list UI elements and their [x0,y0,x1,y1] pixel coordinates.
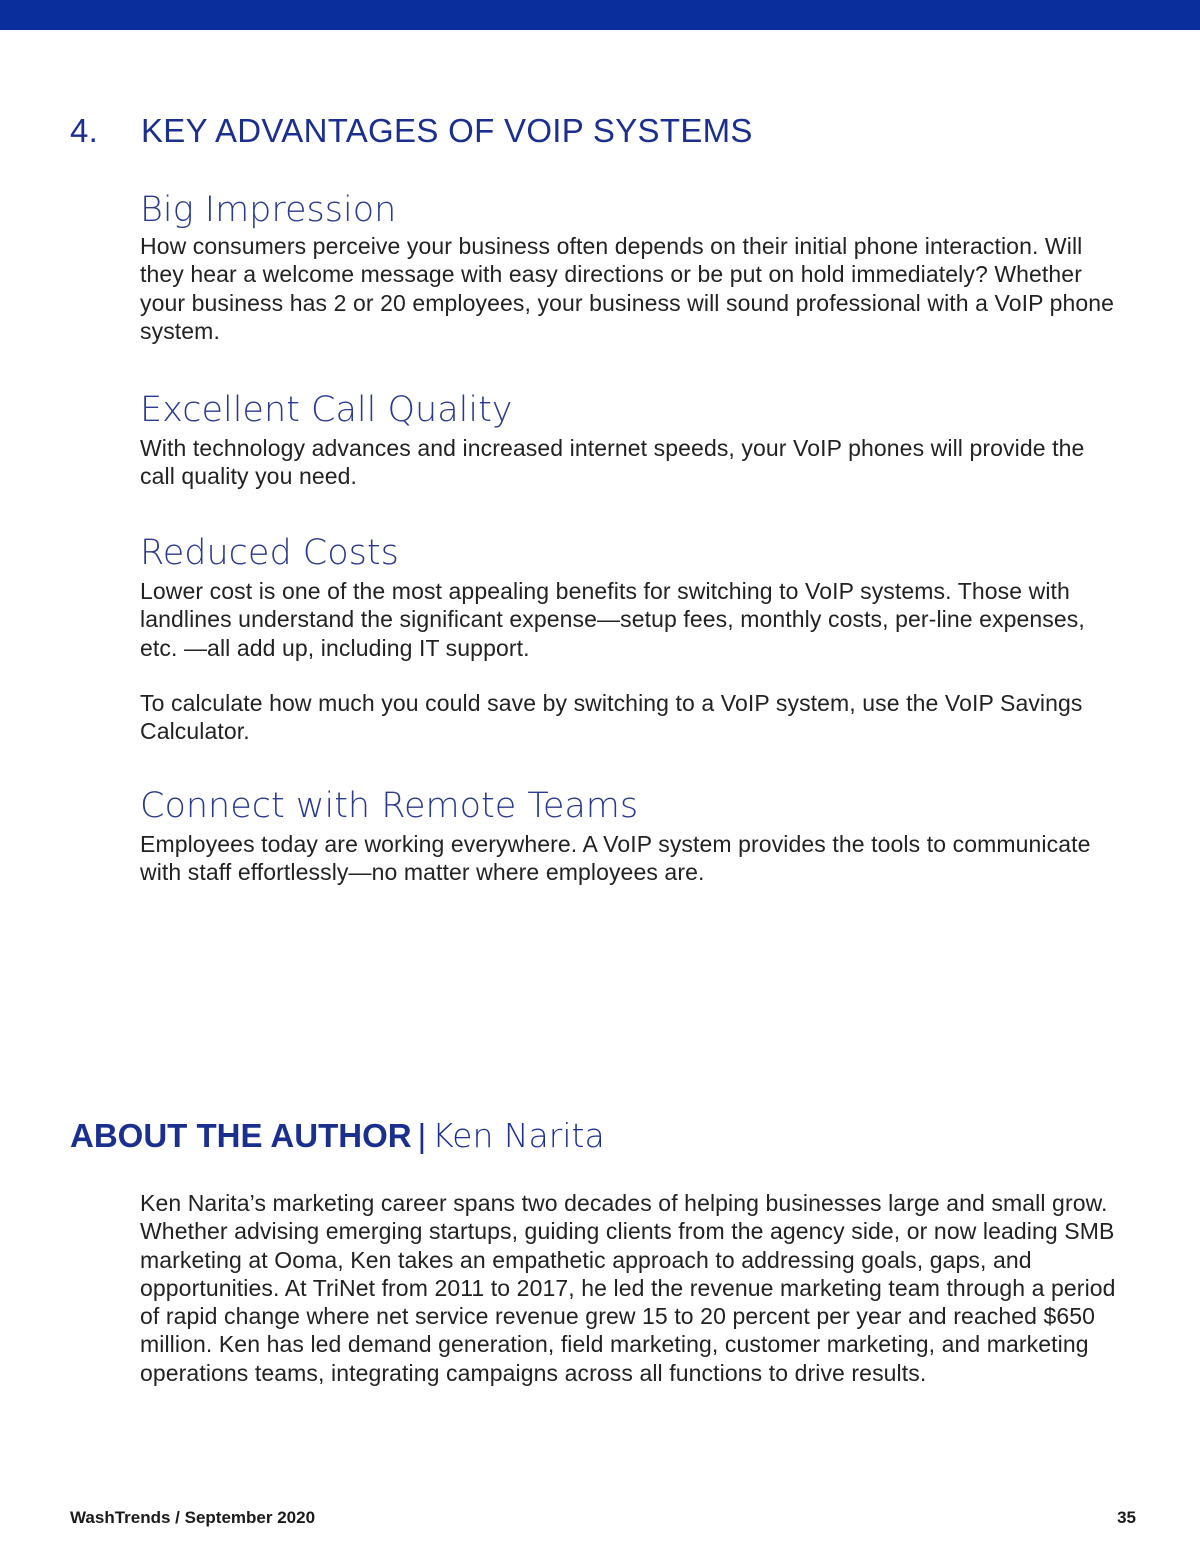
advantage-reduced-costs [140,533,1125,745]
advantage-heading: Big Impression [140,190,397,230]
heading-separator: | [417,1117,427,1154]
advantage-call-quality [140,390,1125,491]
advantage-paragraph: Employees today are working everywhere. A VoIP system provides the tools to communicate with staff effortlessly—no matter where employees are. [140,831,1091,886]
author-bio-block [140,1189,1125,1387]
section-heading [70,112,753,150]
advantage-heading: Connect with Remote Teams [140,786,639,826]
section-number: 4. [70,112,99,149]
about-author-label: ABOUT THE AUTHOR [70,1117,412,1154]
advantage-paragraph: With technology advances and increased internet speeds, your VoIP phones will provide the call quality you need. [140,435,1085,490]
advantage-big-impression [140,190,1125,345]
advantage-paragraph: Lower cost is one of the most appealing benefits for switching to VoIP systems. Those with landlines understand the significant expense—setup fees, monthly costs, per-line expenses, etc. —all add up, including IT support. [140,578,1085,661]
advantage-heading: Reduced Costs [140,533,399,573]
advantage-paragraph: How consumers perceive your business often depends on their initial phone interaction. Will they hear a welcome message with easy directions or be put on hold immediately? Whether your business has 2 or 20 employees, your business will sound professional with a VoIP phone system. [140,233,1115,344]
section-title: KEY ADVANTAGES OF VOIP SYSTEMS [141,112,753,149]
advantage-heading: Excellent Call Quality [140,390,513,430]
advantage-paragraph: To calculate how much you could save by switching to a VoIP system, use the VoIP Savings Calculator. [140,689,1083,745]
advantage-remote-teams [140,786,1125,887]
top-color-bar [0,0,1200,30]
about-author-heading [70,1116,605,1155]
footer-page-number: 35 [1117,1508,1136,1527]
author-name: Ken Narita [432,1116,605,1155]
author-bio: Ken Narita’s marketing career spans two decades of helping businesses large and small grow. Whether advising emerging startups, guiding clients from the agency side, or now leading SMB marketing at Ooma, Ken takes an empathetic approach to addressing goals, gaps, and opportunities. At TriNet from 2011 to 2017, he led the revenue marketing team through a period of rapid change where net service revenue grew 15 to 20 percent per year and reached $650 million. Ken has led demand generation, field marketing, customer marketing, and marketing operations teams, integrating campaigns across all functions to drive results. [140,1190,1116,1386]
footer-publication: WashTrends / September 2020 [70,1508,316,1527]
